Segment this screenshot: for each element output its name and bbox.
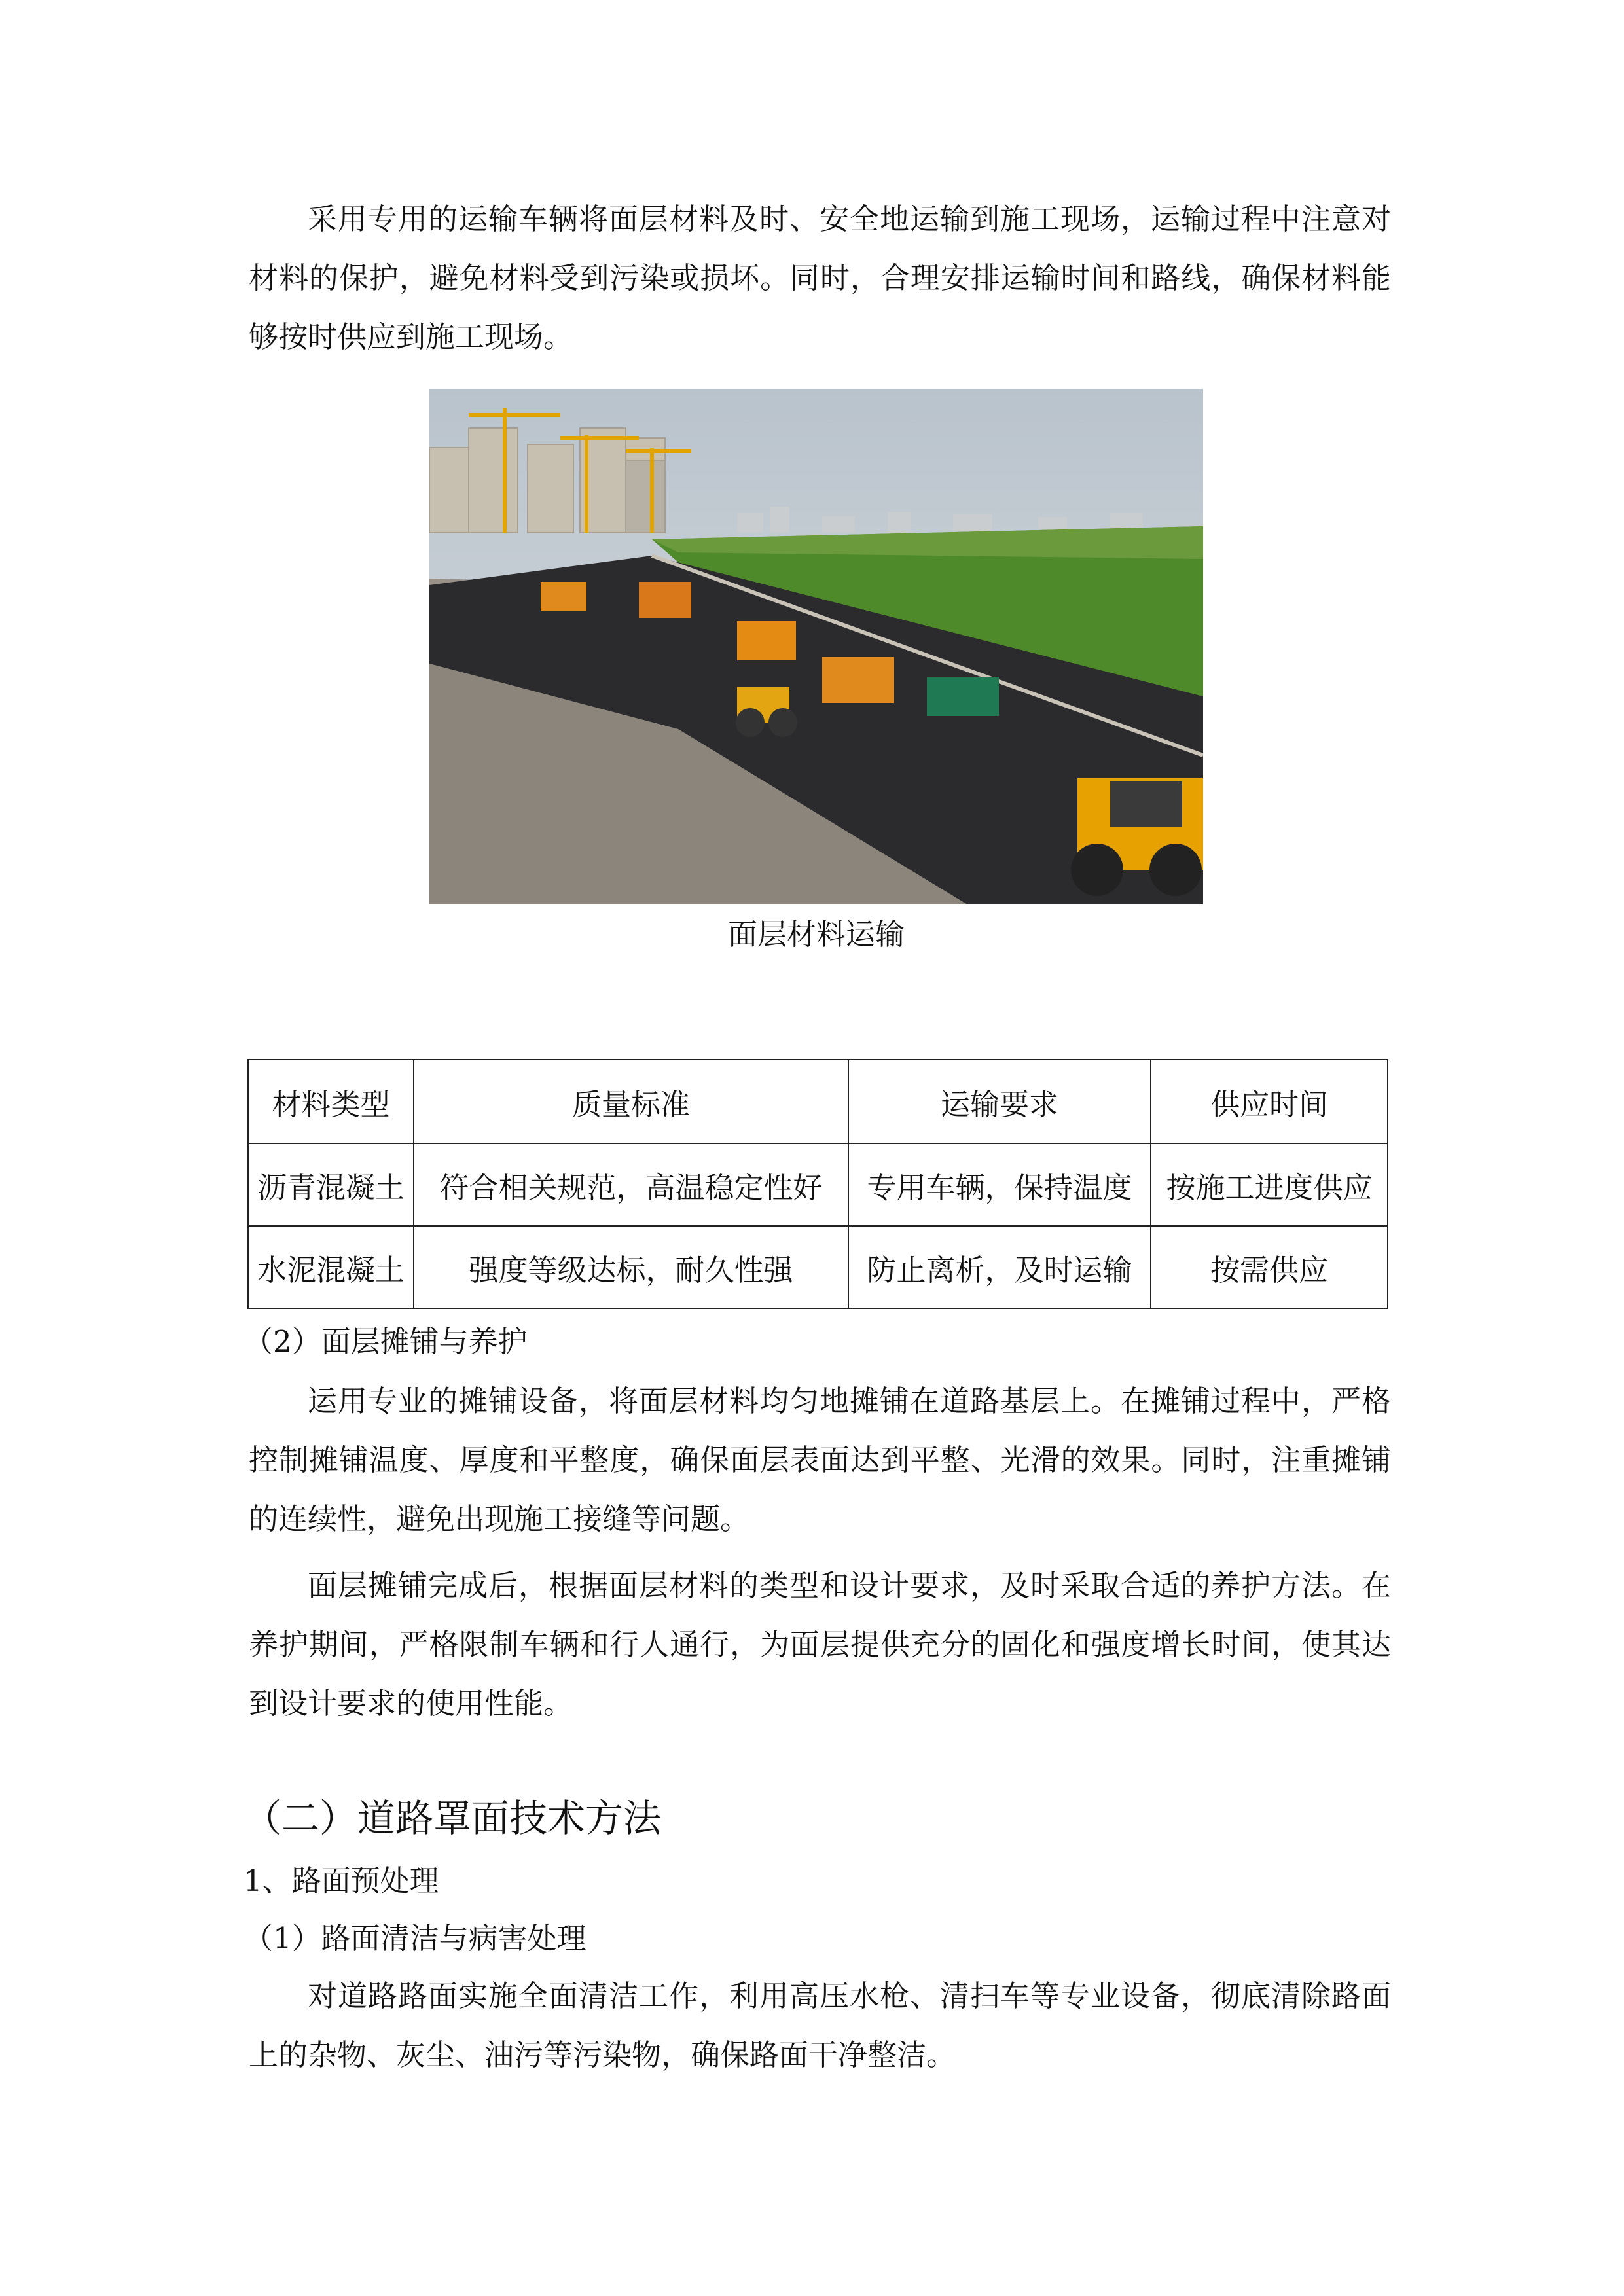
- table-header-cell: 供应时间: [1151, 1060, 1388, 1143]
- figure-caption: 面层材料运输: [727, 917, 905, 952]
- paving-paragraph: 运用专业的摊铺设备，将面层材料均匀地摊铺在道路基层上。在摊铺过程中，严格控制摊铺温度、厚度和平整度，确保面层表面达到平整、光滑的效果。同时，注重摊铺的连续性，避免出现施工接缝等问题。: [249, 1384, 1391, 1536]
- heading-pretreatment: 1、路面预处理: [244, 1863, 439, 1898]
- subheading-cleaning: （1）路面清洁与病害处理: [244, 1921, 586, 1956]
- table-cell: 强度等级达标，耐久性强: [414, 1226, 848, 1308]
- transport-paragraph: 采用专用的运输车辆将面层材料及时、安全地运输到施工现场，运输过程中注意对材料的保护，避免材料受到污染或损坏。同时，合理安排运输时间和路线，确保材料能够按时供应到施工现场。: [249, 202, 1391, 354]
- table-cell: 水泥混凝土: [248, 1226, 414, 1308]
- cleaning-paragraph: 对道路路面实施全面清洁工作，利用高压水枪、清扫车等专业设备，彻底清除路面上的杂物、灰尘、油污等污染物，确保路面干净整洁。: [249, 1979, 1391, 2072]
- table-cell: 防止离析，及时运输: [848, 1226, 1151, 1308]
- table-row: [248, 1226, 1388, 1308]
- table-cell: 沥青混凝土: [248, 1143, 414, 1226]
- table-header-cell: 质量标准: [414, 1060, 848, 1143]
- table-header-row: [248, 1060, 1388, 1143]
- table-cell: 符合相关规范，高温稳定性好: [414, 1143, 848, 1226]
- table-cell: 按需供应: [1151, 1226, 1388, 1308]
- materials-table: [247, 1059, 1388, 1309]
- table-header-cell: 材料类型: [248, 1060, 414, 1143]
- curing-paragraph: 面层摊铺完成后，根据面层材料的类型和设计要求，及时采取合适的养护方法。在养护期间，严格限制车辆和行人通行，为面层提供充分的固化和强度增长时间，使其达到设计要求的使用性能。: [249, 1568, 1391, 1721]
- table-cell: 专用车辆，保持温度: [848, 1143, 1151, 1226]
- table-cell: 按施工进度供应: [1151, 1143, 1388, 1226]
- road-paving-photo: [429, 389, 1203, 904]
- section-heading: （二）道路罩面技术方法: [244, 1796, 662, 1840]
- subheading-paving: （2）面层摊铺与养护: [244, 1324, 528, 1359]
- table-header-cell: 运输要求: [848, 1060, 1151, 1143]
- table-row: [248, 1143, 1388, 1226]
